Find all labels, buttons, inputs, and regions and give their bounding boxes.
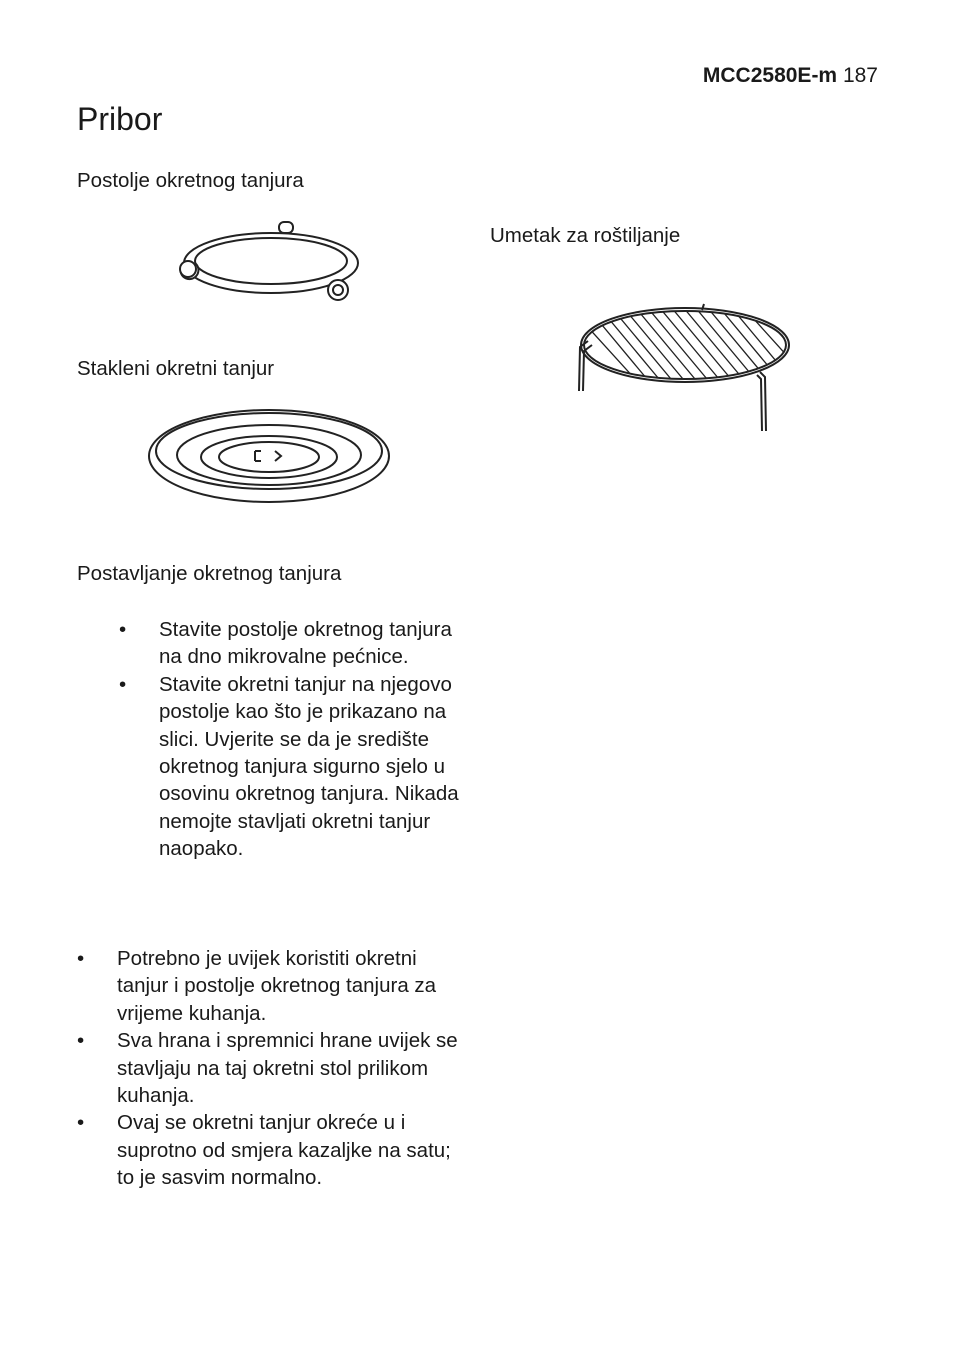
glass-tray-label: Stakleni okretni tanjur bbox=[77, 357, 275, 380]
roller-ring-illustration bbox=[175, 218, 370, 303]
bullet-icon: • bbox=[77, 1029, 85, 1053]
list-item-text: Stavite okretni tanjur na njegovo postolje kao što je prikazano na slici. Uvjerite se da je središte okretnog tanjura sigurno sjelo u osovinu okretnog tanjura. Nikada nemojte stavljati okretni tanjur naopako. bbox=[159, 672, 459, 861]
grill-rack-illustration bbox=[575, 303, 793, 435]
page-number: 187 bbox=[842, 64, 878, 87]
list-item bbox=[119, 616, 464, 671]
bullet-icon: • bbox=[77, 1111, 85, 1135]
list-item bbox=[119, 671, 464, 863]
list-item-text: Ovaj se okretni tanjur okreće u i suprotno od smjera kazaljke na satu; to je sasvim normalno. bbox=[117, 1111, 451, 1190]
list-item-text: Stavite postolje okretnog tanjura na dno mikrovalne pećnice. bbox=[159, 618, 452, 669]
bullet-icon: • bbox=[119, 618, 127, 641]
list-item bbox=[77, 945, 467, 1027]
usage-notes-list bbox=[77, 945, 467, 1192]
page-title: Pribor bbox=[77, 101, 163, 137]
list-item-text: Sva hrana i spremnici hrane uvijek se stavljaju na taj okretni stol prilikom kuhanja. bbox=[117, 1029, 458, 1108]
installation-heading: Postavljanje okretnog tanjura bbox=[77, 562, 342, 585]
list-item-text: Potrebno je uvijek koristiti okretni tanjur i postolje okretnog tanjura za vrijeme kuhanja. bbox=[117, 947, 437, 1025]
page-header bbox=[703, 64, 878, 88]
model-number: MCC2580E-m bbox=[702, 64, 838, 87]
bullet-icon: • bbox=[119, 672, 127, 696]
roller-ring-label: Postolje okretnog tanjura bbox=[77, 169, 304, 192]
list-item bbox=[77, 1109, 467, 1191]
glass-tray-illustration bbox=[147, 407, 392, 505]
installation-steps-list bbox=[119, 616, 464, 863]
grill-rack-label: Umetak za roštiljanje bbox=[490, 224, 681, 247]
bullet-icon: • bbox=[77, 947, 85, 970]
list-item bbox=[77, 1027, 467, 1109]
